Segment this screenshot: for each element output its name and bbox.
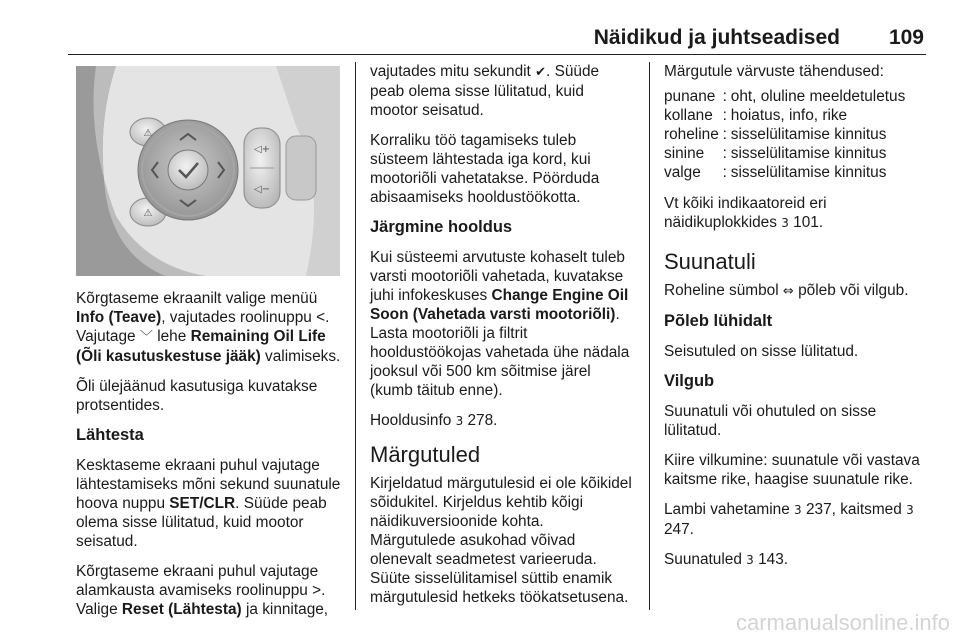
- color-meaning: sisselülitamise kinnitus: [730, 126, 887, 143]
- color-meaning: hoiatus, info, rike: [730, 107, 848, 124]
- page-reference-icon: 3: [746, 553, 754, 567]
- color-name: punane: [664, 88, 716, 105]
- steering-wheel-controls-illustration: [76, 66, 340, 276]
- paragraph-menu-instruction: Kõrgtaseme ekraanilt valige menüü Info (Teave), vajutades roolinuppu <. Vajutage ﹀ lehe Remaining Oil Life (Õli kasutuskestuse jääk) valimiseks.: [76, 290, 341, 365]
- heading-turn-signal: Suunatuli: [664, 249, 756, 274]
- color-meaning-table: [664, 87, 905, 182]
- paragraph-warning-lights: Kirjeldatud märgutulesid ei ole kõikidel sõidukitel. Kirjeldus kehtib kõigi näidikuversioonide kohta. Märgutulede asukohad võivad olenevalt seadmetest varieeruda. Süüte sisselülitamisel süttib enamik märgutulesid hetkeks töökatsetusena.: [370, 475, 632, 606]
- svg-text:⚠: ⚠: [143, 128, 153, 139]
- svg-text:⚠: ⚠: [143, 208, 153, 219]
- paragraph-turn-signals-ref: Suunatuled 3 143.: [664, 551, 789, 568]
- color-separator: :: [722, 107, 727, 124]
- color-meaning: oht, oluline meeldetuletus: [730, 88, 906, 105]
- color-row: [664, 87, 905, 106]
- left-arrow-icon: <: [316, 309, 326, 326]
- right-arrow-icon: >: [312, 582, 322, 599]
- paragraph-turn-signal: Roheline sümbol ⇔ põleb või vilgub.: [664, 282, 909, 299]
- column-right: [664, 62, 930, 581]
- paragraph-flashing-2: Kiire vilkumine: suunatule või vastava kaitsme rike, haagise suunatule rike.: [664, 452, 920, 488]
- column-middle: [370, 62, 632, 618]
- svg-text:◁−: ◁−: [253, 184, 271, 195]
- paragraph-reset-note: Korraliku töö tagamiseks tuleb süsteem lähtestada iga kord, kui mootoriõli vahetatakse. Pöörduda abisaamiseks hooldustöökotta.: [370, 132, 600, 206]
- column-divider-2: [649, 62, 650, 610]
- color-separator: :: [722, 145, 727, 162]
- color-name: valge: [664, 164, 701, 181]
- heading-flashing: Vilgub: [664, 372, 715, 390]
- color-row: [664, 163, 905, 182]
- svg-text:◁+: ◁+: [253, 144, 271, 155]
- color-name: kollane: [664, 107, 713, 124]
- turn-signal-icon: ⇔: [782, 284, 794, 299]
- paragraph-next-service: Kui süsteemi arvutuste kohaselt tuleb varsti mootoriõli vahetada, kuvatakse juhi infokeskuses Change Engine Oil Soon (Vahetada varsti mootoriõli). Lasta mootoriõli ja filtrit hooldustöökojas vahetada ühe nädala jooksul või 500 km sõitmise järel (kumb täitub enne).: [370, 249, 630, 399]
- paragraph-reset-high: Kõrgtaseme ekraani puhul vajutage alamkausta avamiseks roolinuppu >. Valige Reset (Lähtesta) ja kinnitage,: [76, 563, 329, 618]
- steering-wheel-svg: [76, 66, 340, 276]
- paragraph-oil-percent: Õli ülejäänud kasutusiga kuvatakse protsentides.: [76, 378, 318, 414]
- watermark: carmanualsonline.info: [735, 610, 950, 635]
- paragraph-reset-mid: Kesktaseme ekraani puhul vajutage lähtestamiseks mõni sekund suunatule hoova nuppu SET/CLR. Süüde peab olema sisse lülitatud, kuid mootor seisatud.: [76, 457, 341, 550]
- color-separator: :: [722, 164, 727, 181]
- page-number: 109: [888, 26, 924, 49]
- color-meaning: sisselülitamise kinnitus: [730, 145, 887, 162]
- page-title: Näidikud ja juhtseadised: [593, 26, 840, 49]
- color-separator: :: [722, 88, 727, 105]
- color-name: sinine: [664, 145, 705, 162]
- paragraph-service-info: Hooldusinfo 3 278.: [370, 412, 498, 429]
- paragraph-color-intro: Märgutule värvuste tähendused:: [664, 63, 884, 80]
- color-row: [664, 125, 905, 144]
- color-name: roheline: [664, 126, 719, 143]
- heading-warning-lights: Märgutuled: [370, 442, 481, 467]
- color-row: [664, 106, 905, 125]
- color-row: [664, 144, 905, 163]
- heading-reset: Lähtesta: [76, 426, 144, 444]
- paragraph-all-indicators: Vt kõiki indikaatoreid eri näidikuplokkides 3 101.: [664, 195, 827, 231]
- page-reference-icon: 3: [781, 216, 789, 230]
- page-reference-icon: 3: [455, 414, 464, 428]
- page-header: [68, 20, 926, 55]
- heading-next-service: Järgmine hooldus: [370, 218, 513, 236]
- color-meaning: sisselülitamise kinnitus: [730, 164, 887, 181]
- paragraph-confirm: vajutades mitu sekundit ✔. Süüde peab olema sisse lülitatud, kuid mootor seisatud.: [370, 63, 600, 119]
- color-separator: :: [722, 126, 727, 143]
- column-divider-1: [355, 62, 356, 610]
- heading-lit-briefly: Põleb lühidalt: [664, 312, 773, 330]
- paragraph-lit-briefly: Seisutuled on sisse lülitatud.: [664, 343, 859, 360]
- page-reference-icon: 3: [794, 503, 802, 517]
- paragraph-flashing-1: Suunatuli või ohutuled on sisse lülitatud.: [664, 403, 877, 439]
- paragraph-bulb-fuse: Lambi vahetamine 3 237, kaitsmed 3 247.: [664, 501, 914, 538]
- page-reference-icon: 3: [906, 503, 914, 517]
- column-left: [76, 62, 342, 630]
- checkmark-icon: ✔: [535, 65, 547, 80]
- chevron-down-icon: ﹀: [139, 330, 153, 345]
